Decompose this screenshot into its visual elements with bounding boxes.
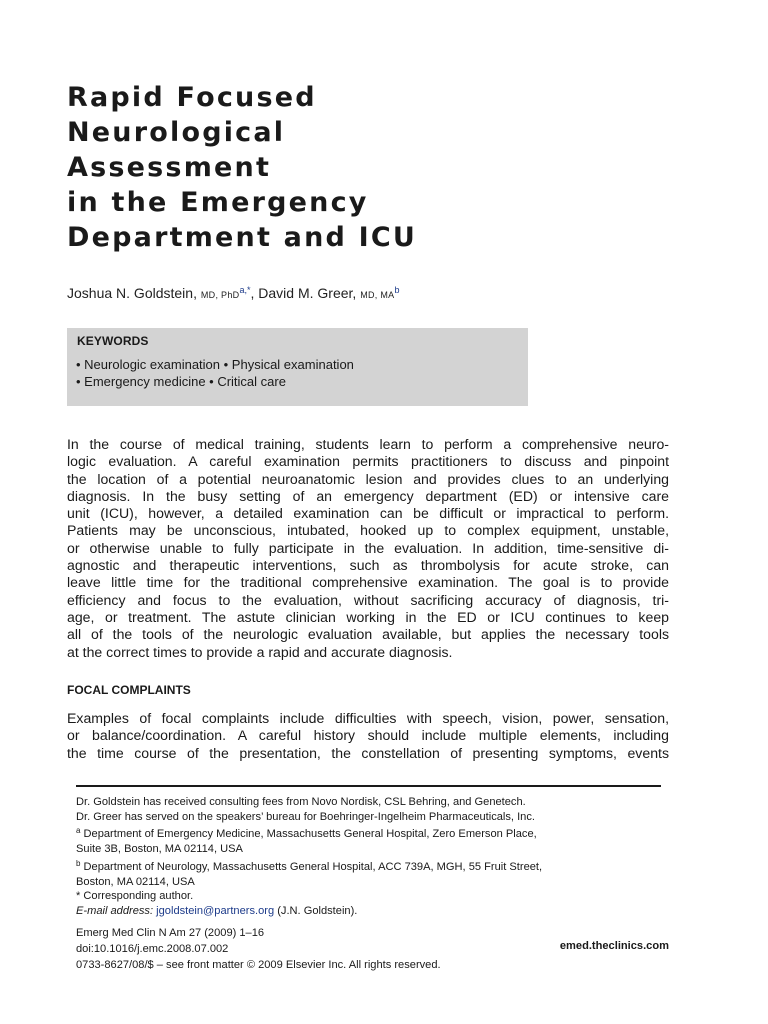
- author-line: [67, 285, 400, 301]
- author-2-affiliation-marker[interactable]: b: [394, 285, 400, 295]
- title-line: in the Emergency: [67, 187, 369, 218]
- paragraph-line: or otherwise unable to fully participate in the evaluation. In addition, time-sensitive di-: [67, 539, 669, 556]
- author-2-name: David M. Greer,: [258, 285, 357, 301]
- affiliation-b: [76, 857, 661, 875]
- affiliation-text: Department of Emergency Medicine, Massachusetts General Hospital, Zero Emerson Place,: [80, 828, 537, 841]
- affiliation-text: Suite 3B, Boston, MA 02114, USA: [76, 843, 243, 856]
- affiliation-a: [76, 824, 661, 842]
- section-heading-focal-complaints: FOCAL COMPLAINTS: [67, 683, 191, 697]
- title-line: Assessment: [67, 152, 272, 183]
- copyright-line: 0733-8627/08/$ – see front matter © 2009 Elsevier Inc. All rights reserved.: [76, 959, 441, 971]
- affiliation-text: Boston, MA 02114, USA: [76, 875, 195, 888]
- journal-website-link[interactable]: emed.theclinics.com: [559, 940, 669, 952]
- paragraph-line: all of the tools of the neurologic evaluation available, but applies the necessary tools: [67, 626, 669, 643]
- author-2-degrees: MD, MA: [360, 290, 395, 300]
- paragraph-line: at the correct times to provide a rapid and accurate diagnosis.: [67, 643, 453, 660]
- paragraph-line: diagnosis. In the busy setting of an emergency department (ED) or intensive care: [67, 487, 669, 504]
- title-line: Neurological: [67, 117, 286, 148]
- affiliation-marker: b: [76, 858, 81, 868]
- paragraph-line: the location of a potential neuroanatomic lesion and provides clues to an underlying: [67, 470, 669, 487]
- paragraph-line: Examples of focal complaints include difficulties with speech, vision, power, sensation,: [67, 710, 669, 726]
- author-1-name: Joshua N. Goldstein,: [67, 285, 197, 301]
- citation-block: [76, 925, 441, 973]
- paragraph-line: the time course of the presentation, the constellation of presenting symptoms, events: [67, 744, 669, 761]
- title-line: Rapid Focused: [67, 82, 317, 113]
- author-1-affiliation-marker[interactable]: a,*: [239, 285, 251, 295]
- keywords-heading: KEYWORDS: [77, 334, 149, 348]
- keywords-box: [67, 328, 528, 406]
- keywords-line: • Emergency medicine • Critical care: [76, 374, 286, 389]
- author-separator: ,: [250, 285, 259, 301]
- doi[interactable]: doi:10.1016/j.emc.2008.07.002: [76, 943, 229, 955]
- disclosure-line: Dr. Goldstein has received consulting fees from Novo Nordisk, CSL Behring, and Genetech.: [76, 796, 526, 808]
- footnote-divider: [76, 785, 661, 787]
- footnotes: [76, 795, 661, 919]
- article-title: [67, 80, 547, 255]
- paragraph-line: agnostic and therapeutic interventions, such as thrombolysis for acute stroke, can: [67, 557, 669, 574]
- affiliation-text: Department of Neurology, Massachusetts General Hospital, ACC 739A, MGH, 55 Fruit Street,: [80, 860, 543, 873]
- paragraph-line: unit (ICU), however, a detailed examination can be difficult or impractical to perform.: [67, 505, 669, 522]
- paragraph-line: Patients may be unconscious, intubated, hooked up to complex equipment, unstable,: [67, 522, 669, 539]
- disclosure-line: Dr. Greer has served on the speakers’ bureau for Boehringer-Ingelheim Pharmaceuticals, Inc.: [76, 810, 535, 823]
- paragraph-line: leave little time for the traditional comprehensive examination. The goal is to provide: [67, 574, 669, 591]
- paragraph-line: or balance/coordination. A careful history should include multiple elements, including: [67, 727, 669, 744]
- paragraph-line: logic evaluation. A careful examination permits practitioners to discuss and pinpoint: [67, 453, 669, 470]
- paragraph-line: age, or treatment. The astute clinician working in the ED or ICU continues to keep: [67, 608, 669, 625]
- corresponding-author: * Corresponding author.: [76, 890, 194, 903]
- journal-citation: Emerg Med Clin N Am 27 (2009) 1–16: [76, 927, 265, 939]
- focal-paragraph: [67, 710, 669, 762]
- email-label: E-mail address:: [76, 904, 154, 917]
- intro-paragraph: [67, 436, 669, 661]
- title-line: Department and ICU: [67, 222, 418, 253]
- paragraph-line: efficiency and focus to the evaluation, without sacrificing accuracy of diagnosis, tri-: [67, 591, 669, 608]
- email-suffix: (J.N. Goldstein).: [274, 904, 358, 917]
- keywords-line: • Neurologic examination • Physical examination: [76, 357, 354, 372]
- affiliation-marker: a: [76, 826, 81, 836]
- email-link[interactable]: jgoldstein@partners.org: [156, 904, 275, 917]
- email-line: [76, 904, 661, 919]
- paragraph-line: In the course of medical training, students learn to perform a comprehensive neuro-: [67, 436, 669, 452]
- author-1-degrees: MD, PhD: [200, 290, 240, 300]
